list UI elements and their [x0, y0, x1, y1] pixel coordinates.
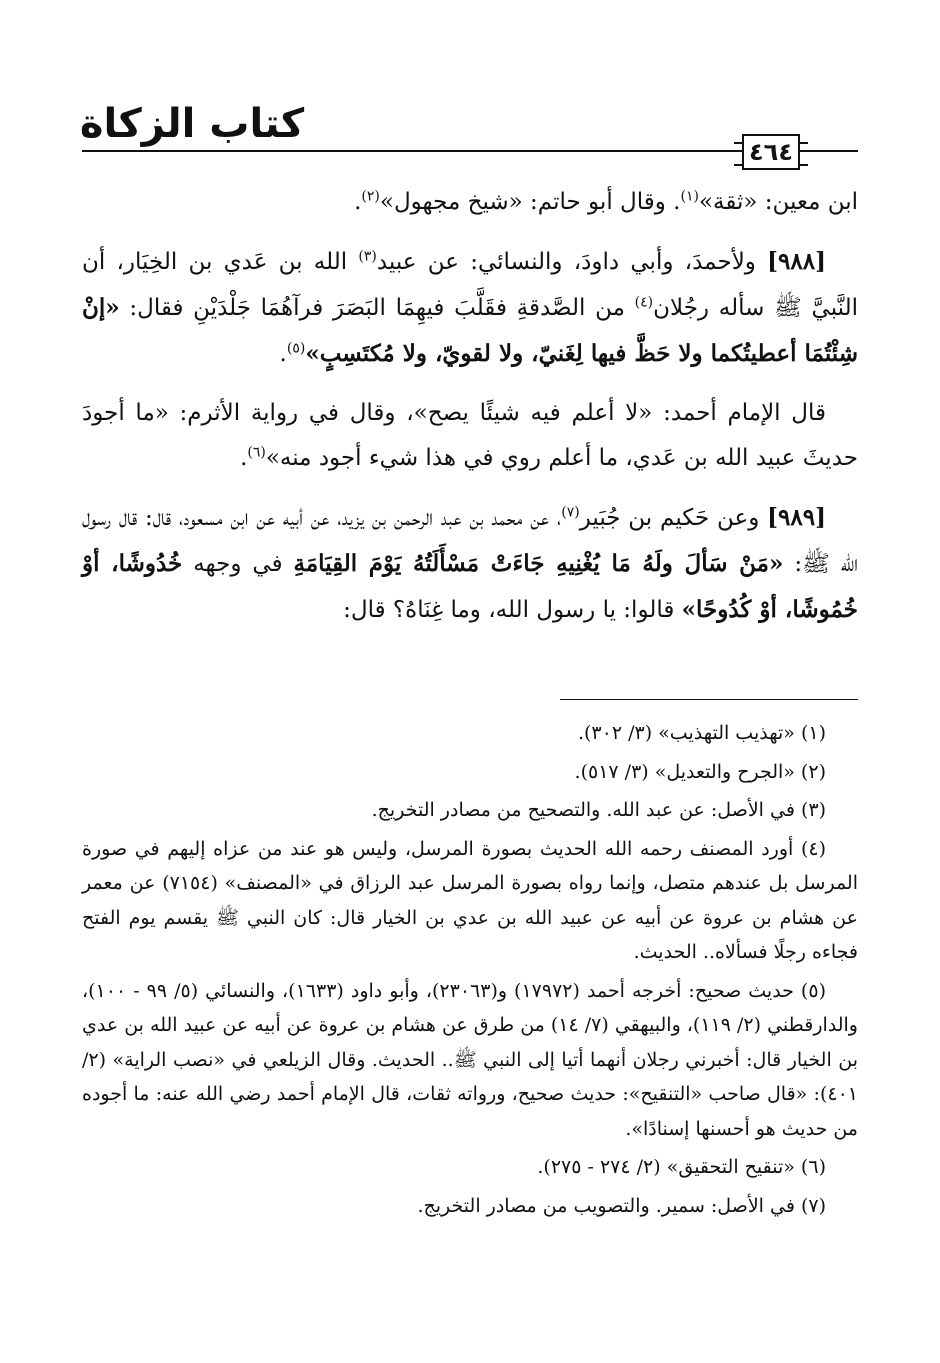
footnote-ref-1: (١) [680, 188, 699, 205]
paragraph-continuation: ابن معين: «ثقة»$^{(١)}$. وقال أبو حاتم: «شيخ مجهول»$^{(٢)}$. [354, 188, 858, 215]
footnote: (٢) «الجرح والتعديل» (٣/ ٥١٧). [574, 760, 826, 783]
footnote-ref-5: (٥) [286, 340, 306, 357]
footnote: (٤) أورد المصنف رحمه الله الحديث بصورة المرسل، وليس هو عند من عزاه إليهم في صورة المرسل بل عندهم متصل، وإنما رواه بصورة المرسل عبد الرزاق في «المصنف» (٧١٥٤) عن معمر عن هشام بن عروة عن أبيه عن عبيد الله بن عدي بن الخيار قال: كان النبي ﷺ يقسم يوم الفتح فجاءه رجلًا فسألاه.. الحديث. [82, 837, 858, 963]
page-number: ٤٦٤ [742, 134, 800, 170]
hadith-text: خُدُوشًا، أوْ خُمُوشًا، أوْ كُدُوحًا» [82, 550, 858, 623]
footnote-ref-7: (٧) [561, 504, 580, 521]
paragraph-hadith-988: [٩٨٨] ولأحمدَ، وأبي داودَ، والنسائي: عن عبيد$^{(٣)}$ الله بن عَدي بن الخِيَار، أن النَّبيَّ ﷺ سأله رجُلان$^{(٤)}$ من الصَّدقةِ فقَلَّبَ فيهِمَا البَصَرَ فرآهُمَا جَلْدَيْنِ فقال: «إنْ شِئْتُمَا أعطيتُكما ولا حَظَّ فيها لِغَنيّ، ولا لقويّ، ولا مُكتَسِبٍ»$^{(٥)}$. [82, 248, 858, 367]
footnote: (٥) حديث صحيح: أخرجه أحمد (١٧٩٧٢) و(٢٣٠٦٣)، وأبو داود (١٦٣٣)، والنسائي (٥/ ٩٩ - ١٠٠)، والدارقطني (٢/ ١١٩)، والبيهقي (٧/ ١٤) من طرق عن هشام بن عروة عن أبيه عن عبيد الله بن عدي بن الخيار قال: أخبرني رجلان أنهما أتيا إلى النبي ﷺ.. الحديث. وقال الزيلعي في «نصب الراية» (٢/ ٤٠١): «قال صاحب «التنقيح»: حديث صحيح، ورواته ثقات، قال الإمام أحمد رضي الله عنه: ما أجوده من حديث هو أحسنها إسنادًا». [82, 979, 858, 1140]
header-rule-right [800, 150, 858, 152]
footnote-ref-6: (٦) [247, 444, 266, 461]
footnote-ref-4: (٤) [634, 294, 654, 311]
footnote-ref-2: (٢) [361, 188, 380, 205]
header-rule [82, 150, 742, 152]
footnote: (٧) في الأصل: سمير. والتصويب من مصادر التخريج. [417, 1194, 826, 1217]
hadith-text: «مَنْ سَألَ ولَهُ مَا يُغْنِيهِ جَاءَتْ مَسْأَلَتُهُ يَوْمَ القِيَامَةِ [293, 550, 784, 577]
hadith-number: [٩٨٨] [767, 248, 826, 275]
footnotes [82, 716, 858, 1227]
hadith-text: «إنْ شِئْتُمَا أعطيتُكما ولا حَظَّ فيها لِغَنيّ، ولا لقويّ، ولا مُكتَسِبٍ» [82, 294, 858, 367]
footnote: (٦) «تنقيح التحقيق» (٢/ ٢٧٤ - ٢٧٥). [537, 1156, 826, 1178]
paragraph-hadith-989: [٩٨٩] وعن حَكيم بن جُبَير$^{(٧)}$، عن محمد بن عبد الرحمن بن يزيد، عن أبيه عن ابن مسعود، قال: قال رسول الله ﷺ: «مَنْ سَألَ ولَهُ مَا يُغْنِيهِ جَاءَتْ مَسْأَلَتُهُ يَوْمَ القِيَامَةِ في وجهه خُدُوشًا، أوْ خُمُوشًا، أوْ كُدُوحًا» قالوا: يا رسول الله، وما غِنَاهُ؟ قال: [82, 504, 858, 623]
book-title: كتاب الزكاة [79, 101, 305, 147]
footnote-ref-3: (٣) [358, 248, 377, 265]
paragraph-imam-ahmad: قال الإمام أحمد: «لا أعلم فيه شيئًا يصح»، وقال في رواية الأثرم: «ما أجودَ حديثَ عبيد الله بن عَدي، ما أعلم روي في هذا شيء أجود منه»$^{(٦)}$. [82, 400, 858, 471]
footnote: (٣) في الأصل: عن عبد الله. والتصحيح من مصادر التخريج. [371, 799, 826, 821]
main-text [82, 180, 858, 647]
footnote: (١) «تهذيب التهذيب» (٣/ ٣٠٢). [577, 722, 826, 744]
hadith-number: [٩٨٩] [767, 504, 826, 531]
footnote-separator [560, 699, 858, 700]
